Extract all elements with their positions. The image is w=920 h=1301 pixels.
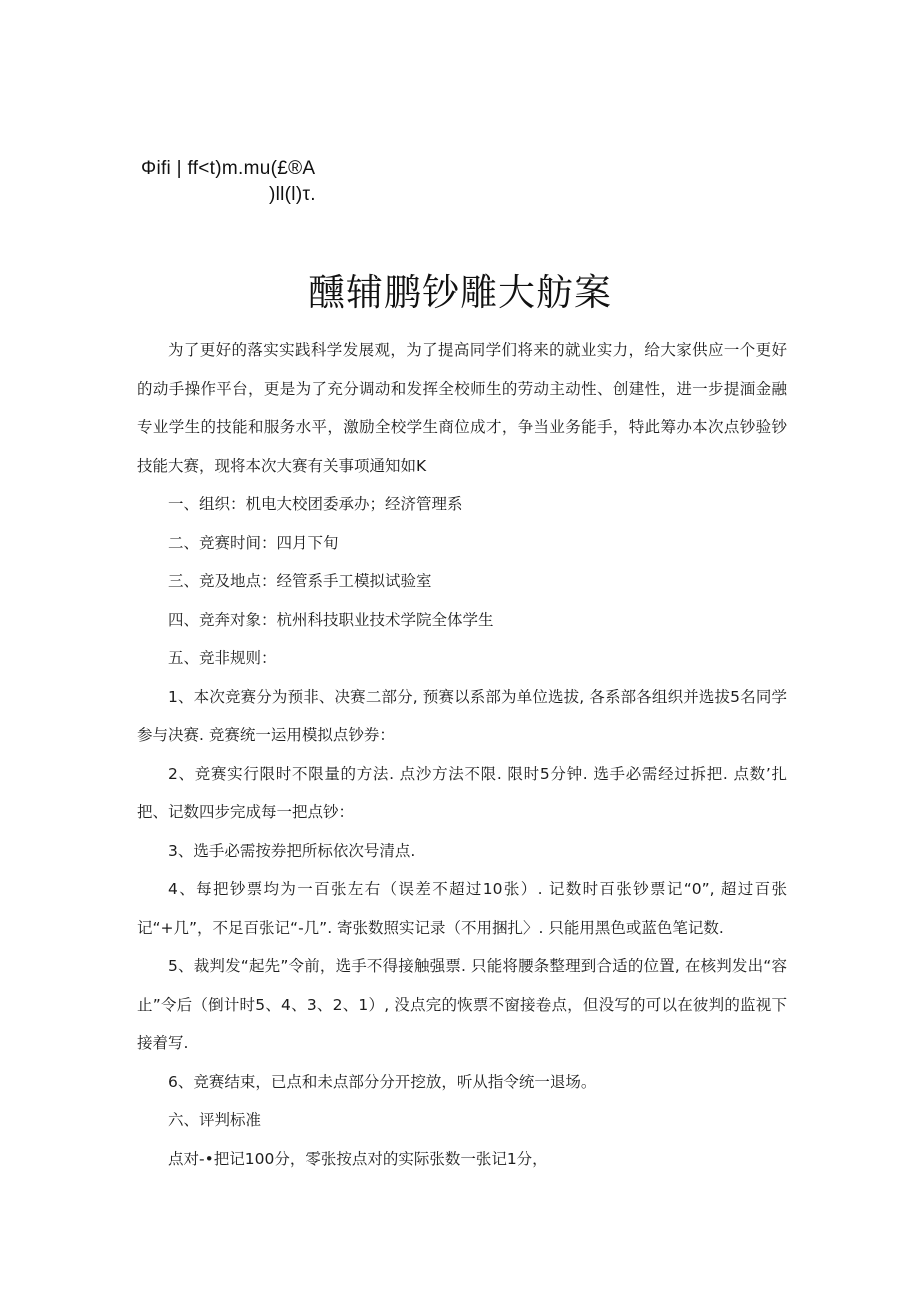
intro-paragraph: 为了更好的落实实践科学发展观，为了提高同学们将来的就业实力，给大家供应一个更好的动手操作平台，更是为了充分调动和发挥全校师生的劳动主动性、创建性，进一步提湎金融专业学生的技能和服务水平，激励全校学生商位成才，争当业务能手，特此筹办本次点钞验钞技能大赛，现将本次大赛有关事项通知如K [137,341,787,475]
rule-4: 4、每把钞票均为一百张左右（误差不超过10张）. 记数时百张钞票记“0”, 超过百张记“+几”，不足百张记“-几”. 寄张数照实记录（不用捆扎〉. 只能用黑色或蓝色笔记数. [137,880,787,937]
rule-5: 5、裁判发“起先”令前，选手不得接触强票. 只能将腰条整理到合适的位置, 在核判发出“容止”令后（倒计时5、4、3、2、1）, 没点完的恢票不窗接卷点，但没写的可以在彼判的监视下接着写. [137,957,787,1052]
scanned-header-text [141,156,316,208]
section-time: 二、竞赛时间：四月下旬 [168,533,339,552]
scoring-text: 点对-•把记100分，零张按点对的实际张数一张记1分， [168,1149,548,1168]
rule-6: 6、竞赛结束，已点和未点部分分开挖放，听从指令统一退场。 [168,1072,597,1091]
header-line-2: )ll(l)τ. [269,184,316,205]
section-scoring-heading: 六、评判标准 [168,1111,262,1129]
section-organizer: 一、组织：机电大校团委承办；经济管理系 [168,495,463,513]
section-location: 三、竞及地点：经管系手工模拟试验室 [168,572,432,590]
section-rules-heading: 五、竞非规则： [168,649,277,667]
rule-2: 2、竞赛实行限时不限量的方法. 点沙方法不限. 限时5分钟. 选手必需经过拆把. 点数’扎把、记数四步完成每一把点钞： [137,764,787,821]
document-body [137,331,787,1178]
document-title: 醺辅鹏钞雕大舫案 [308,271,612,314]
rule-3: 3、选手必需按券把所标依次号清点. [168,841,416,860]
section-participants: 四、竞奔对象：杭州科技职业技术学院全体学生 [168,610,494,629]
header-line-1: Φifi | ff<t)m.mu(£®A [141,158,316,179]
rule-1: 1、本次竞赛分为预非、决赛二部分, 预赛以系部为单位选拔, 各系部各组织并选拔5名同学参与决赛. 竞赛统一运用模拟点钞券： [137,687,787,744]
